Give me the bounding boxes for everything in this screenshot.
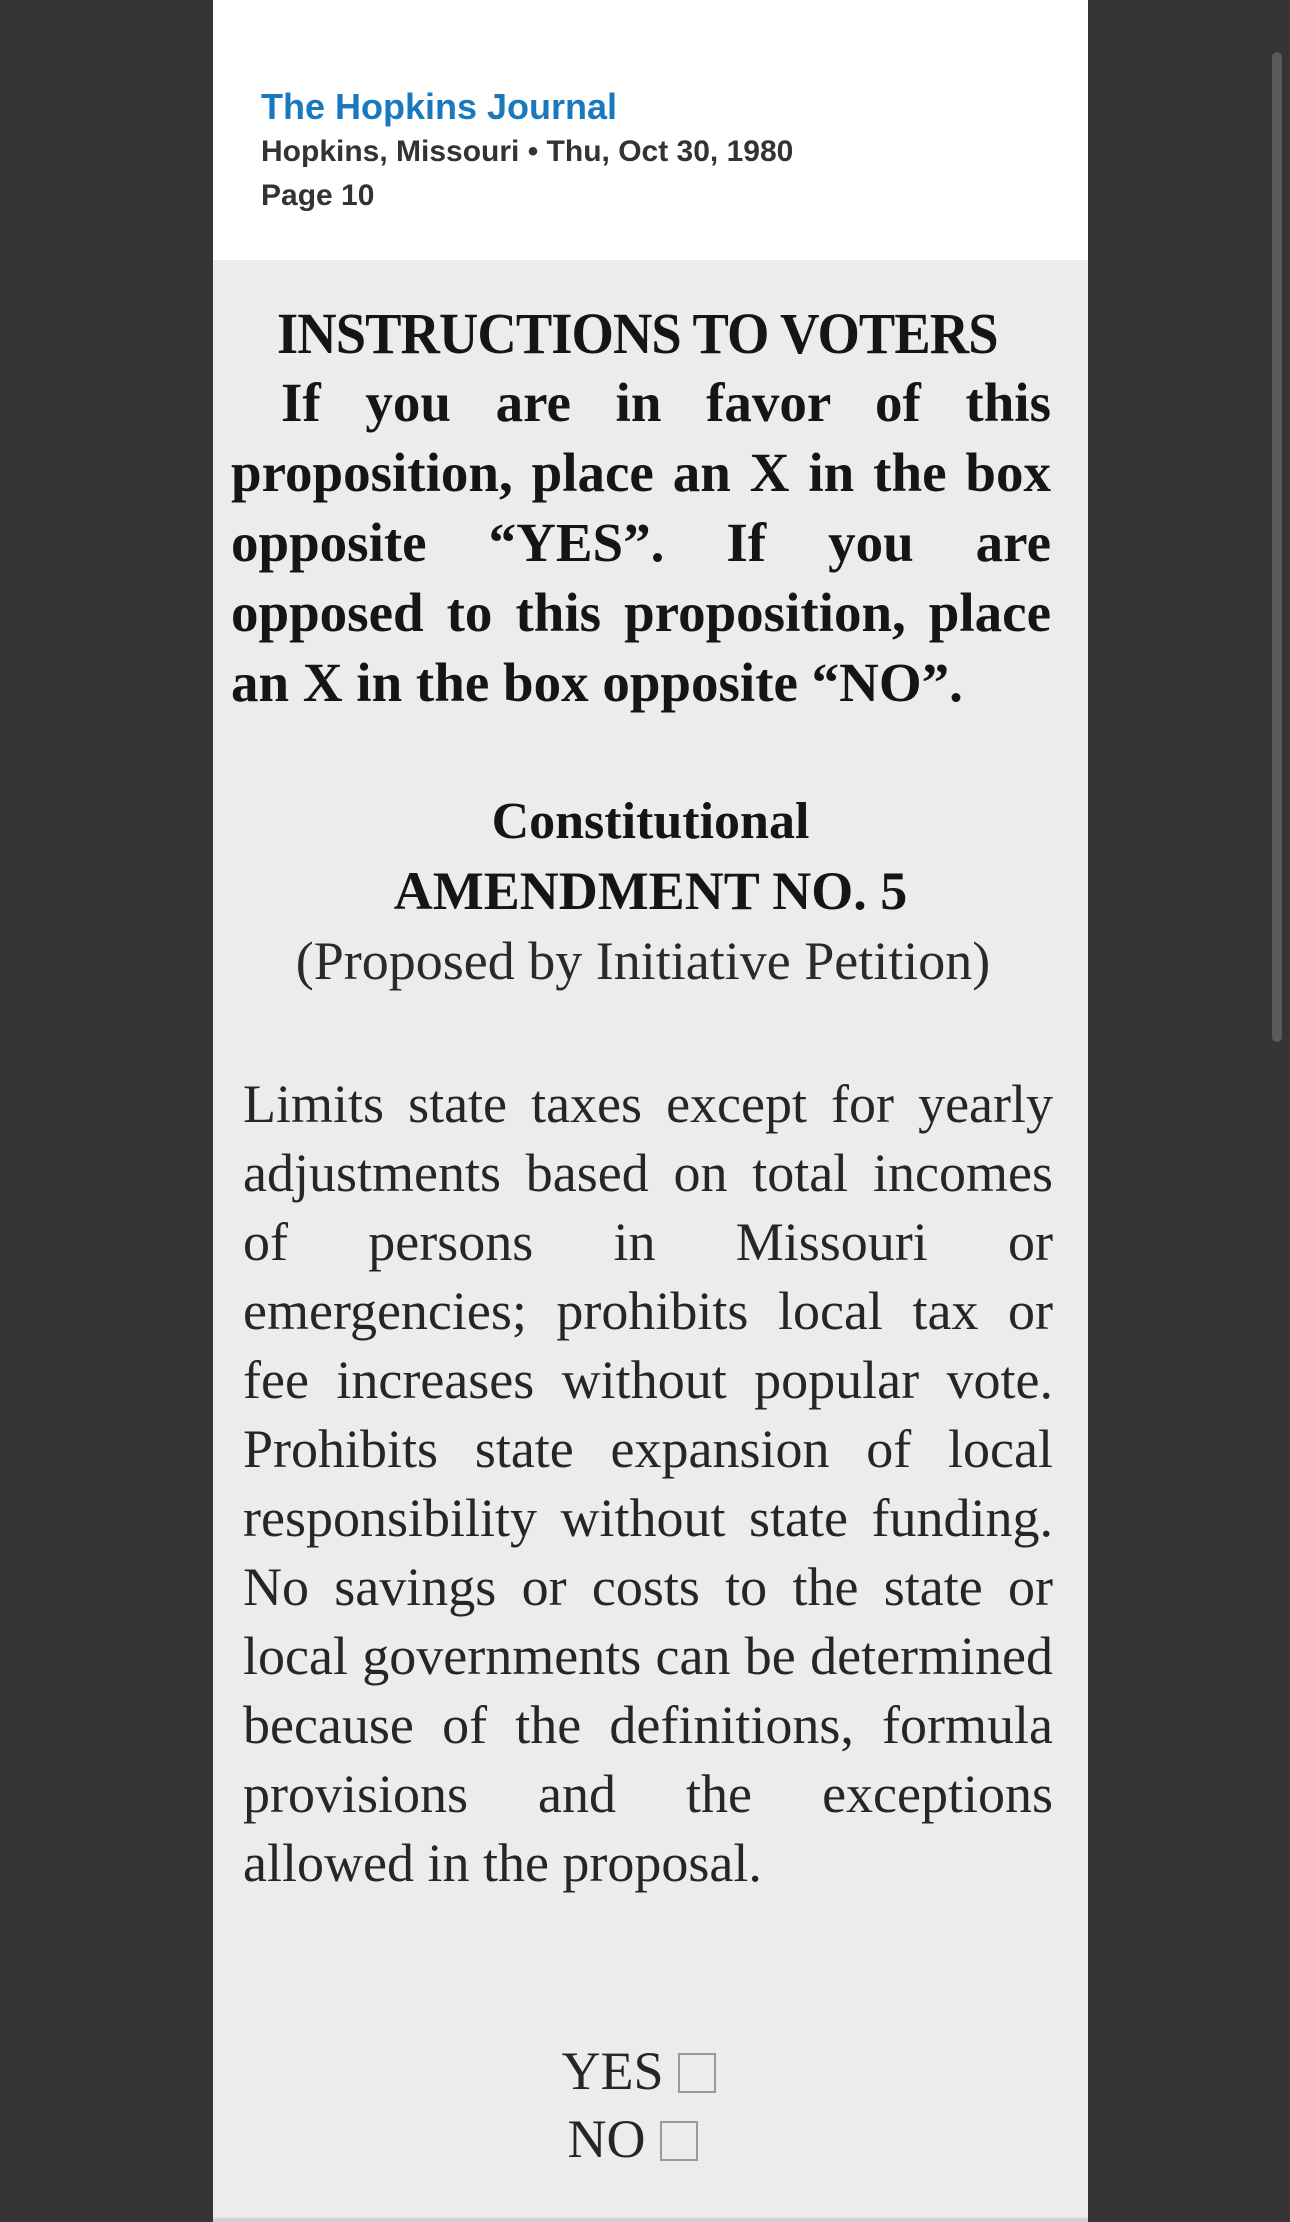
clipping-page [213,0,1088,2222]
ballot-yes-option [201,2040,1076,2102]
publication-location-date: Hopkins, Missouri • Thu, Oct 30, 1980 [261,135,794,168]
amendment-summary: Limits state taxes except for yearly adjustments based on total incomes of persons in Missouri or emergencies; prohibits local tax or fee increases without popular vote. Prohibits state expansion of local responsibility without state funding. No savings or costs to the state or local governments can be determined because of the definitions, formula provisions and the exceptions allowed in the proposal. [243,1074,1053,1893]
vertical-scrollbar[interactable] [1272,52,1282,1042]
instructions-text [231,368,1051,718]
ballot-no-label: NO [567,2109,646,2169]
clipping-header [213,0,1088,260]
amendment-type: Constitutional [491,793,810,850]
publication-title-link[interactable]: The Hopkins Journal [261,86,618,127]
amendment-number: AMENDMENT NO. 5 [393,861,908,921]
ballot-yes-box [678,2053,716,2093]
instructions-heading: INSTRUCTIONS TO VOTERS [277,301,998,366]
page-bottom-edge [213,2218,1088,2222]
instructions-text-content: If you are in favor of this proposition, place an X in the box opposite “YES”. If you are opposed to this proposition, place an X in the box opposite “NO”. [231,372,1051,713]
publication-page-number: Page 10 [261,179,375,212]
ballot-yes-label: YES [561,2041,664,2101]
ballot-no-option [195,2108,1070,2170]
newspaper-clipping-image [213,260,1088,2222]
amendment-subtitle: (Proposed by Initiative Petition) [295,931,991,991]
ballot-no-box [660,2121,698,2161]
